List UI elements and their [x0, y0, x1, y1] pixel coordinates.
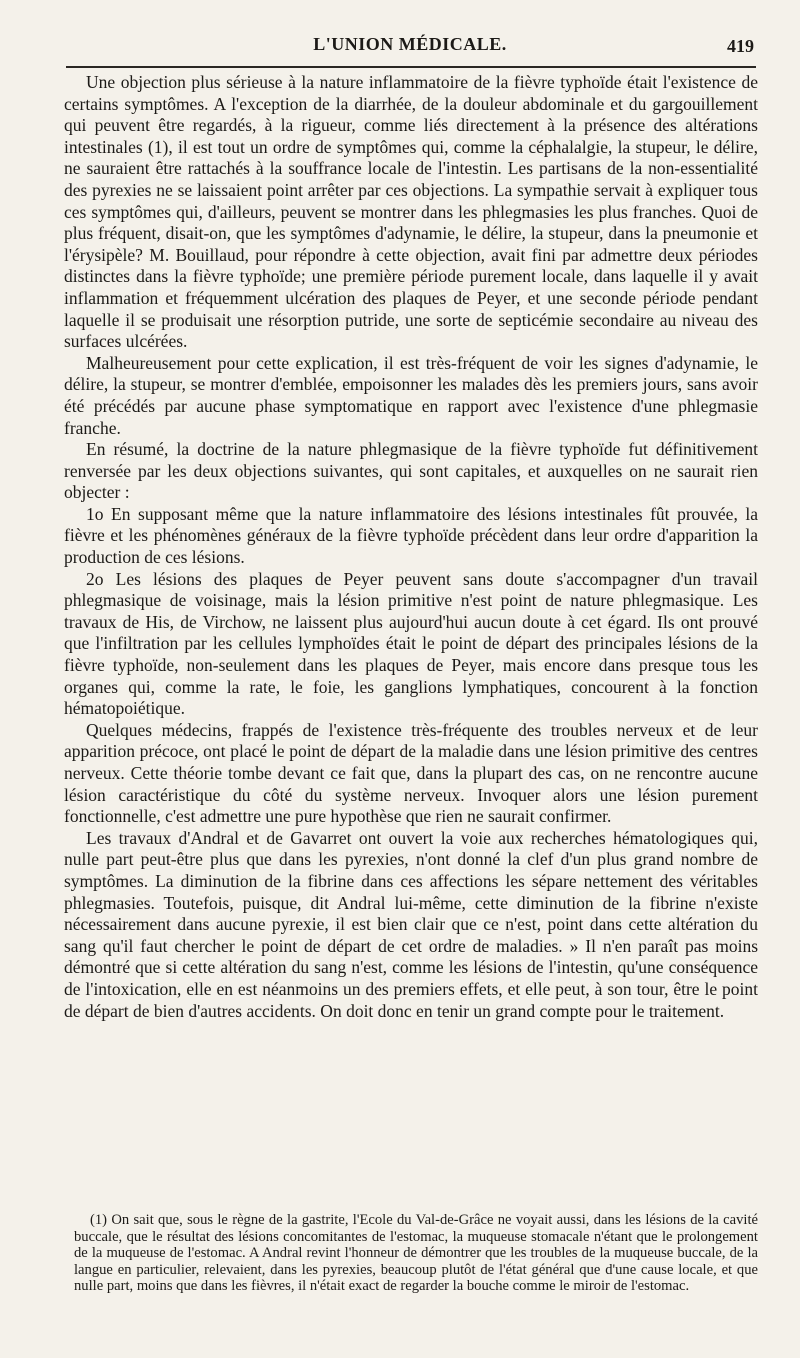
body-text: [64, 72, 758, 1022]
paragraph: Malheureusement pour cette explication, il est très-fréquent de voir les signes d'adynamie, le délire, la stupeur, se montrer d'emblée, empoisonner les malades dès les premiers jours, sans avoir été précédés par aucune phase symptomatique en rapport avec l'existence d'une phlegmasie franche.: [64, 352, 758, 438]
paragraph: En résumé, la doctrine de la nature phlegmasique de la fièvre typhoïde fut définitivement renversée par les deux objections suivantes, qui sont capitales, et auxquelles on ne saurait rien objecter :: [64, 439, 758, 503]
paragraph: 1o En supposant même que la nature inflammatoire des lésions intestinales fût prouvée, la fièvre et les phénomènes généraux de la fièvre typhoïde précèdent dans leur ordre d'apparition la production de ces lésions.: [64, 503, 758, 568]
footnote-text: (1) On sait que, sous le règne de la gastrite, l'Ecole du Val-de-Grâce ne voyait aussi, dans les lésions de la cavité buccale, que le résultat des lésions concomitantes de l'estomac, la muqueuse stomacale n'étant que le prolongement de la muqueuse de l'estomac. A Andral revint l'honneur de démontrer que les troubles de la muqueuse buccale, de la langue en particulier, relevaient, dans les pyrexies, beaucoup plutôt de l'état général que d'une cause locale, et que nulle part, moins que dans les fièvres, il n'était exact de regarder la bouche comme le miroir de l'estomac.: [74, 1212, 758, 1295]
page-header: [66, 32, 754, 62]
page-number: 419: [727, 36, 754, 56]
paragraph: 2o Les lésions des plaques de Peyer peuvent sans doute s'accompagner d'un travail phlegmasique de voisinage, mais la lésion primitive n'est point de nature phlegmasique. Les travaux de His, de Virchow, ne laissent plus aujourd'hui aucun doute à cet égard. Ils ont prouvé que l'infiltration par les cellules lymphoïdes était le point de départ des principales lésions de la fièvre typhoïde, non-seulement dans les plaques de Peyer, mais encore dans presque tous les organes qui, comme la rate, le foie, les ganglions lymphatiques, concourent à la fonction hématopoiétique.: [64, 568, 758, 719]
header-rule: [66, 66, 756, 68]
paragraph: Les travaux d'Andral et de Gavarret ont ouvert la voie aux recherches hématologiques qui, nulle part peut-être plus que dans les pyrexies, n'ont donné la clef d'un plus grand nombre de symptômes. La diminution de la fibrine dans ces affections les sépare nettement des véritables phlegmasies. Toutefois, puisque, dit Andral lui-même, cette diminution de la fibrine n'existe nécessairement dans aucune pyrexie, il est bien clair que ce n'est, point dans cette altération du sang qu'il faut chercher le point de départ de cet ordre de maladies. » Il n'en paraît pas moins démontré que si cette altération du sang n'est, comme les lésions de l'intestin, qu'une conséquence de l'intoxication, elle en est néanmoins un des premiers effets, et elle peut, à son tour, être le point de départ de bien d'autres accidents. On doit donc en tenir un grand compte pour le traitement.: [64, 827, 758, 1021]
paragraph: Quelques médecins, frappés de l'existence très-fréquente des troubles nerveux et de leur apparition précoce, ont placé le point de départ de la maladie dans une lésion primitive des centres nerveux. Cette théorie tombe devant ce fait que, dans la plupart des cas, on ne rencontre aucune lésion caractéristique du côté du système nerveux. Invoquer alors une lésion purement fonctionnelle, c'est admettre une pure hypothèse que rien ne saurait confirmer.: [64, 719, 758, 827]
running-title: L'UNION MÉDICALE.: [313, 34, 507, 54]
footnote: [74, 1212, 758, 1295]
paragraph: Une objection plus sérieuse à la nature inflammatoire de la fièvre typhoïde était l'existence de certains symptômes. A l'exception de la diarrhée, de la douleur abdominale et du gargouillement qui peuvent être regardés, à la rigueur, comme liés directement à la présence des altérations intestinales (1), il est tout un ordre de symptômes qui, comme la céphalalgie, la stupeur, le délire, ne sauraient être rattachés à la souffrance locale de l'intestin. Les partisans de la non-essentialité des pyrexies ne se laissaient point arrêter par ces objections. La sympathie servait à expliquer tous ces symptômes qui, d'ailleurs, peuvent se montrer dans les phlegmasies les plus franches. Quoi de plus fréquent, disait-on, que les symptômes d'adynamie, le délire, la stupeur, dans la pneumonie et l'érysipèle? M. Bouillaud, pour répondre à cette objection, avait fini par admettre deux périodes distinctes dans la fièvre typhoïde; une première période purement locale, dans laquelle il y avait inflammation et fréquemment ulcération des plaques de Peyer, et une seconde période pendant laquelle il se produisait une résorption putride, une sorte de septicémie secondaire au niveau des surfaces ulcérées.: [64, 72, 758, 352]
